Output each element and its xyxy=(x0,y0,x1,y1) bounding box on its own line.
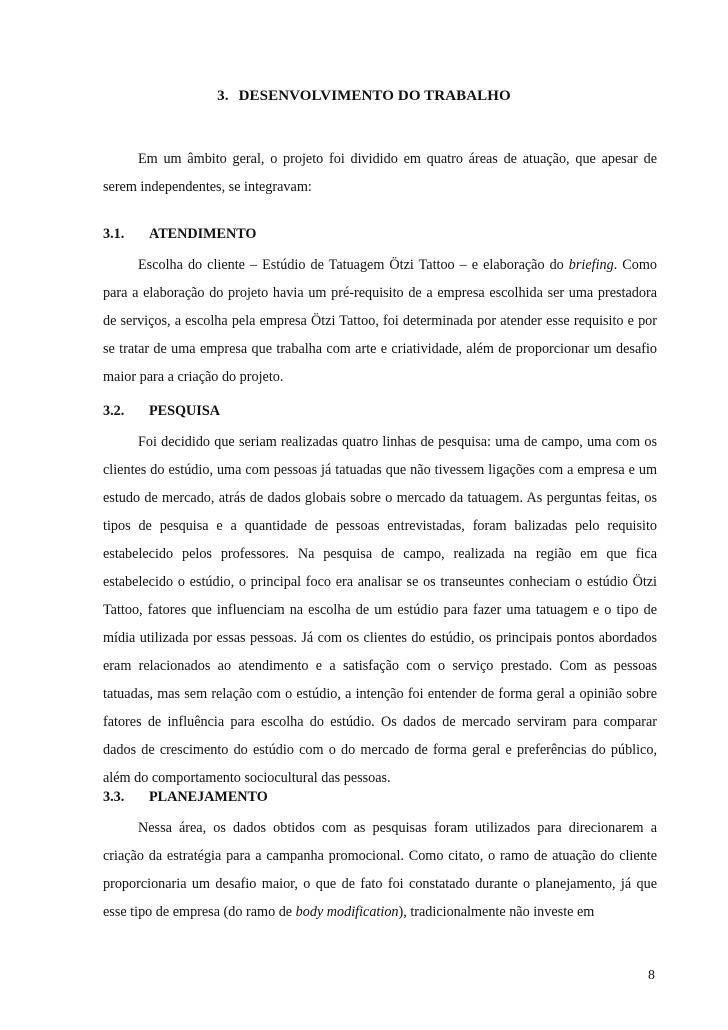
paragraph-atendimento xyxy=(103,251,657,391)
section-body-atendimento xyxy=(103,251,657,391)
section-title: ATENDIMENTO xyxy=(149,226,257,242)
section-heading-pesquisa xyxy=(103,403,657,420)
chapter-number: 3. xyxy=(217,88,229,104)
intro-block xyxy=(103,145,657,201)
section-number: 3.3. xyxy=(103,789,125,805)
chapter-title-text: DESENVOLVIMENTO DO TRABALHO xyxy=(238,88,511,104)
section-title: PLANEJAMENTO xyxy=(149,789,268,805)
emphasis-briefing: briefing xyxy=(568,257,614,273)
paragraph-planejamento xyxy=(103,814,657,926)
section-title: PESQUISA xyxy=(149,403,220,419)
page-number: 8 xyxy=(648,968,655,983)
section-number: 3.2. xyxy=(103,403,125,419)
chapter-title xyxy=(0,88,728,105)
section-heading-atendimento xyxy=(103,226,657,243)
text-segment: . Como para a elaboração do projeto havia um pré-requisito de a empresa escolhida ser uma prestadora de serviços, a escolha pela empresa Ötzi Tattoo, foi determinada por atender esse requisito e por se tratar de uma empresa que trabalha com arte e criatividade, além de proporcionar um desafio maior para a criação do projeto. xyxy=(103,257,657,385)
emphasis-body-modification: body modification xyxy=(295,904,399,920)
section-body-planejamento xyxy=(103,814,657,926)
section-body-pesquisa xyxy=(103,428,657,792)
text-segment: Nessa área, os dados obtidos com as pesquisas foram utilizados para direcionarem a criação da estratégia para a campanha promocional. Como citato, o ramo de atuação do cliente proporcionaria um desafio maior, o que de fato foi constatado durante o planejamento, já que esse tipo de empresa (do ramo de xyxy=(103,820,657,920)
intro-paragraph: Em um âmbito geral, o projeto foi dividido em quatro áreas de atuação, que apesar de serem independentes, se integravam: xyxy=(103,151,657,195)
section-number: 3.1. xyxy=(103,226,125,242)
text-segment: Escolha do cliente – Estúdio de Tatuagem Ötzi Tattoo – e elaboração do xyxy=(138,257,569,273)
text-segment: ), tradicionalmente não investe em xyxy=(398,904,595,920)
section-heading-planejamento xyxy=(103,789,657,806)
paragraph-pesquisa: Foi decidido que seriam realizadas quatro linhas de pesquisa: uma de campo, uma com os clientes do estúdio, uma com pessoas já tatuadas que não tivessem ligações com a empresa e um estudo de mercado, atrás de dados globais sobre o mercado da tatuagem. As perguntas feitas, os tipos de pesquisa e a quantidade de pessoas entrevistadas, foram balizadas pelo requisito estabelecido pelos professores. Na pesquisa de campo, realizada na região em que fica estabelecido o estúdio, o principal foco era analisar se os transeuntes conheciam o estúdio Ötzi Tattoo, fatores que influenciam na escolha de um estúdio para fazer uma tatuagem e o tipo de mídia utilizada por essas pessoas. Já com os clientes do estúdio, os principais pontos abordados eram relacionados ao atendimento e a satisfação com o serviço prestado. Com as pessoas tatuadas, mas sem relação com o estúdio, a intenção foi entender de forma geral a opinião sobre fatores de influência para escolha do estúdio. Os dados de mercado serviram para comparar dados de crescimento do estúdio com o do mercado de forma geral e preferências do público, além do comportamento sociocultural das pessoas. xyxy=(103,434,657,786)
